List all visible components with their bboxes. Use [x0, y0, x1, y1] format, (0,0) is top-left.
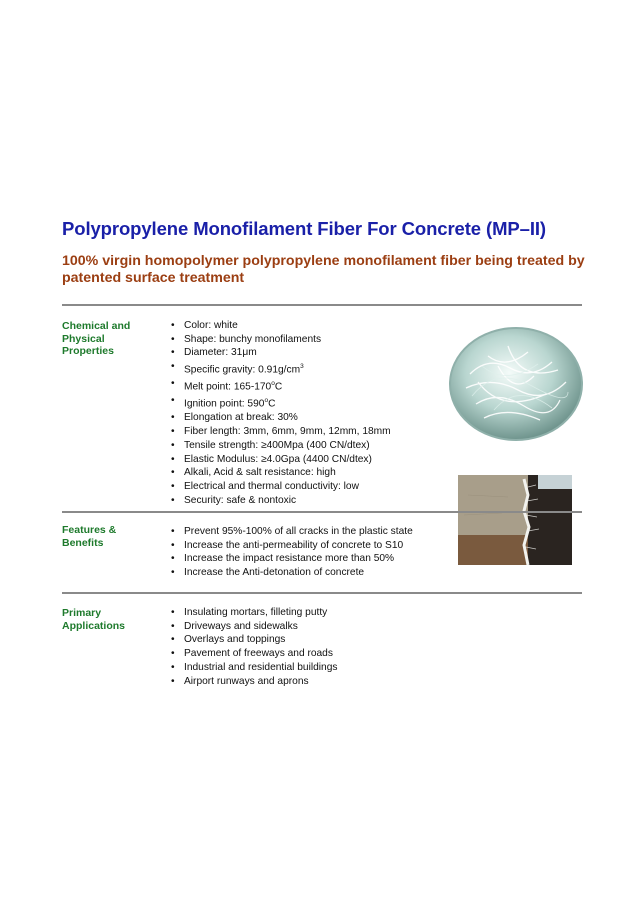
section-label-features-benefits: [62, 524, 152, 549]
item-unit: C: [274, 381, 283, 393]
list-item: • Diameter: 31μm: [170, 346, 391, 360]
properties-list: [170, 319, 391, 507]
section-label-line: Chemical and: [62, 320, 131, 332]
section-divider: [62, 592, 582, 594]
section-label-line: Applications: [62, 619, 126, 632]
list-item: • Increase the anti-permeability of concrete to S10: [170, 539, 413, 553]
section-divider: [62, 304, 582, 306]
list-item: • Elongation at break: 30%: [170, 411, 391, 425]
list-item: • Insulating mortars, filleting putty: [170, 606, 337, 620]
fiber-sample-image: [448, 326, 584, 442]
section-label-line: Properties: [62, 345, 114, 358]
list-item: • Industrial and residential buildings: [170, 661, 337, 675]
list-item: • Alkali, Acid & salt resistance: high: [170, 466, 391, 480]
section-label-line: Features &: [62, 524, 117, 536]
page-title: Polypropylene Monofilament Fiber For Concrete (MP–II): [62, 218, 546, 239]
item-superscript: 3: [300, 363, 304, 371]
list-item: • Shape: bunchy monofilaments: [170, 333, 391, 347]
item-text: Specific gravity: 0.91g/cm: [184, 364, 301, 376]
list-item: [170, 360, 391, 377]
section-label-primary-applications: [62, 607, 152, 632]
item-text: Melt point: 165-170: [184, 381, 272, 393]
list-item: • Prevent 95%-100% of all cracks in the plastic state: [170, 525, 413, 539]
page-subtitle: 100% virgin homopolymer polypropylene monofilament fiber being treated by patented surface treatment: [62, 253, 585, 286]
section-label-line: Physical: [62, 332, 105, 345]
list-item: • Electrical and thermal conductivity: low: [170, 480, 391, 494]
list-item: • Elastic Modulus: ≥4.0Gpa (4400 CN/dtex): [170, 453, 391, 467]
list-item: • Pavement of freeways and roads: [170, 647, 337, 661]
list-item: • Airport runways and aprons: [170, 675, 337, 689]
list-item: • Overlays and toppings: [170, 633, 337, 647]
list-item: [170, 377, 391, 394]
section-label-chemical-physical: [62, 320, 152, 358]
list-item: • Driveways and sidewalks: [170, 620, 337, 634]
section-label-line: Benefits: [62, 536, 104, 549]
section-label-line: Primary: [62, 607, 102, 619]
list-item: [170, 394, 391, 411]
list-item: • Color: white: [170, 319, 391, 333]
list-item: • Increase the Anti-detonation of concrete: [170, 566, 413, 580]
list-item: • Increase the impact resistance more than 50%: [170, 552, 413, 566]
item-unit: C: [268, 398, 276, 410]
section-divider: [62, 511, 582, 513]
list-item: • Fiber length: 3mm, 6mm, 9mm, 12mm, 18mm: [170, 425, 391, 439]
item-text: Ignition point: 590: [184, 398, 265, 410]
features-list: [170, 525, 413, 580]
list-item: • Tensile strength: ≥400Mpa (400 CN/dtex): [170, 439, 391, 453]
concrete-crack-image: [458, 475, 572, 565]
item-superscript: o: [264, 397, 269, 405]
applications-list: [170, 606, 337, 688]
item-superscript: o: [271, 380, 275, 388]
list-item: • Security: safe & nontoxic: [170, 494, 391, 508]
